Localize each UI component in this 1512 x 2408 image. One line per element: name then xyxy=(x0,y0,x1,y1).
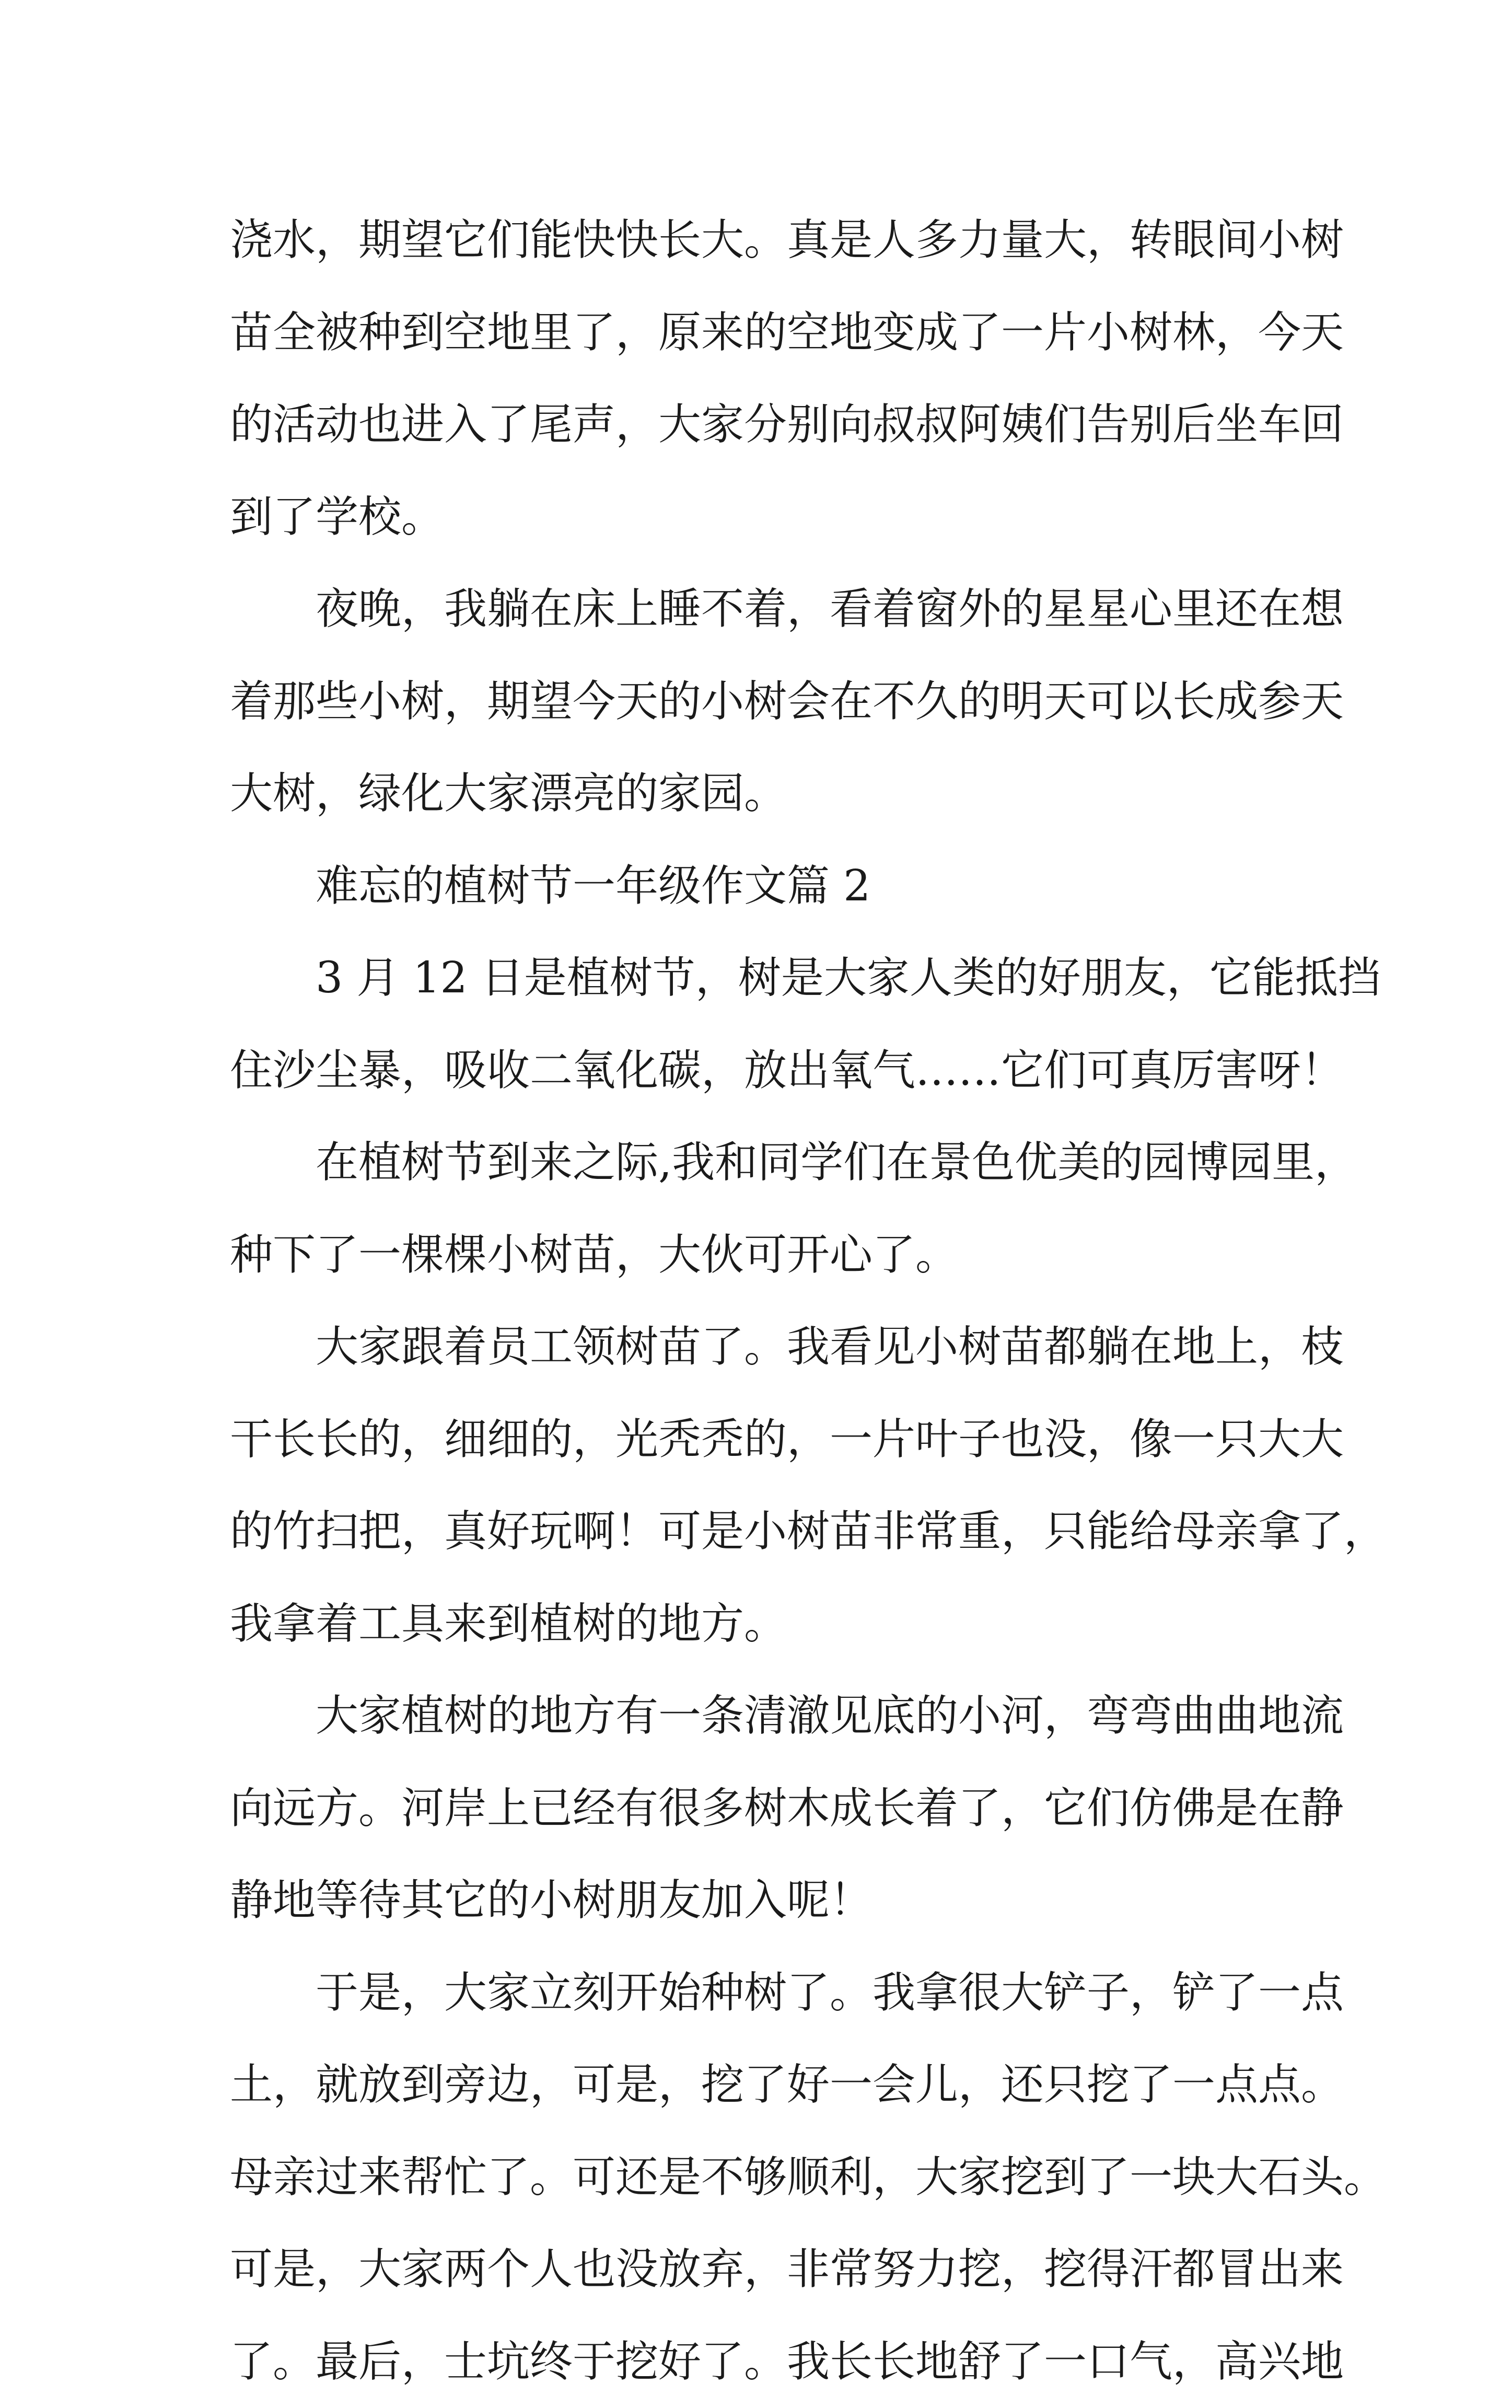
essay-text xyxy=(230,194,1290,2408)
text-line: 着那些小树，期望今天的小树会在不久的明天可以长成参天 xyxy=(230,656,1290,748)
text-line: 大家跟着员工领树苗了。我看见小树苗都躺在地上，枝 xyxy=(230,1301,1290,1394)
text-line: 夜晚，我躺在床上睡不着，看着窗外的星星心里还在想 xyxy=(230,563,1290,656)
text-line: 的竹扫把，真好玩啊！可是小树苗非常重，只能给母亲拿了， xyxy=(230,1486,1290,1578)
text-line: 母亲过来帮忙了。可还是不够顺利，大家挖到了一块大石头。 xyxy=(230,2132,1290,2224)
text-line: 干长长的，细细的，光秃秃的，一片叶子也没，像一只大大 xyxy=(230,1394,1290,1486)
text-line: 3 月 12 日是植树节，树是大家人类的好朋友，它能抵挡 xyxy=(230,932,1290,1025)
text-line: 向远方。河岸上已经有很多树木成长着了，它们仿佛是在静 xyxy=(230,1763,1290,1855)
text-line: 我拿着工具来到植树的地方。 xyxy=(230,1578,1290,1671)
text-line: 难忘的植树节一年级作文篇 2 xyxy=(230,840,1290,933)
text-line: 苗全被种到空地里了，原来的空地变成了一片小树林，今天 xyxy=(230,287,1290,379)
text-line: 土，就放到旁边，可是，挖了好一会儿，还只挖了一点点。 xyxy=(230,2039,1290,2132)
text-line: 到了学校。 xyxy=(230,471,1290,564)
document-page xyxy=(230,194,1290,2408)
text-line: 种下了一棵棵小树苗，大伙可开心了。 xyxy=(230,1209,1290,1302)
text-line: 大家植树的地方有一条清澈见底的小河，弯弯曲曲地流 xyxy=(230,1670,1290,1763)
text-line: 于是，大家立刻开始种树了。我拿很大铲子，铲了一点 xyxy=(230,1947,1290,2040)
text-line: 浇水，期望它们能快快长大。真是人多力量大，转眼间小树 xyxy=(230,194,1290,287)
text-line: 了。最后，士坑终于挖好了。我长长地舒了一口气，高兴地 xyxy=(230,2316,1290,2408)
text-line: 可是，大家两个人也没放弃，非常努力挖，挖得汗都冒出来 xyxy=(230,2224,1290,2316)
text-line: 在植树节到来之际,我和同学们在景色优美的园博园里， xyxy=(230,1117,1290,1209)
text-line: 的活动也进入了尾声，大家分别向叔叔阿姨们告别后坐车回 xyxy=(230,379,1290,471)
text-line: 大树，绿化大家漂亮的家园。 xyxy=(230,748,1290,840)
text-line: 静地等待其它的小树朋友加入呢！ xyxy=(230,1855,1290,1947)
text-line: 住沙尘暴，吸收二氧化碳，放出氧气……它们可真厉害呀！ xyxy=(230,1025,1290,1117)
